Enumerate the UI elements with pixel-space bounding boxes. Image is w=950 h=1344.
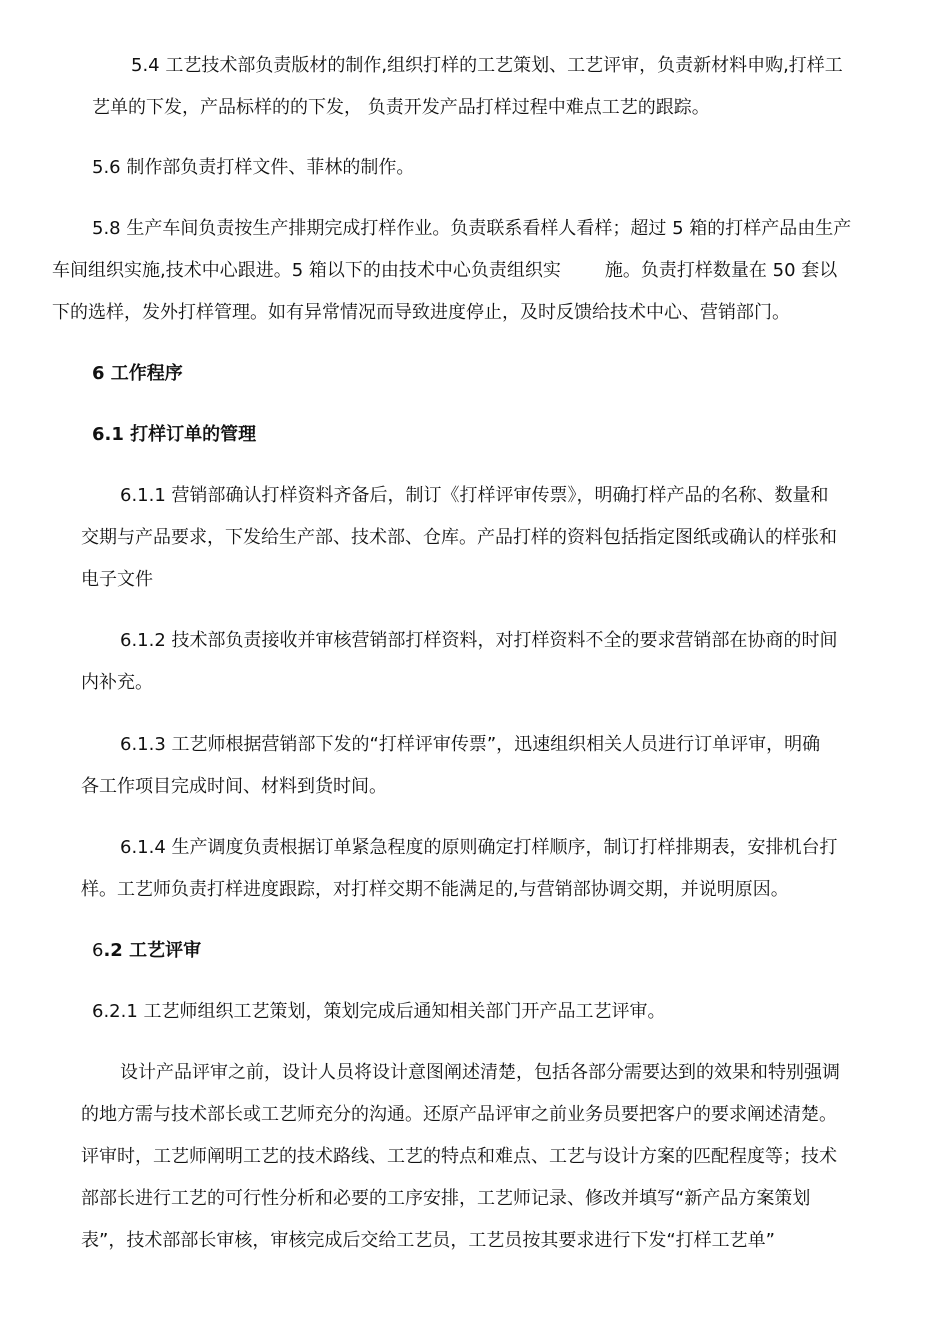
heading-6: 6 工作程序 bbox=[92, 363, 183, 384]
section-5-8-line-1: 5.8 生产车间负责按生产排期完成打样作业。负责联系看样人看样；超过 5 箱的打样产品由生产 bbox=[92, 218, 852, 239]
section-5-8-line-3: 下的选样，发外打样管理。如有异常情况而导致进度停止，及时反馈给技术中心、营销部门。 bbox=[52, 302, 790, 323]
section-6-1-2-line-1: 6.1.2 技术部负责接收并审核营销部打样资料，对打样资料不全的要求营销部在协商的时间 bbox=[120, 630, 838, 651]
section-5-8-line-2-part-a: 车间组织实施,技术中心跟进。5 箱以下的由技术中心负责组织实 bbox=[52, 260, 561, 281]
section-6-1-4-line-2: 样。工艺师负责打样进度跟踪，对打样交期不能满足的,与营销部协调交期，并说明原因。 bbox=[81, 879, 789, 900]
design-paragraph-line-4: 部部长进行工艺的可行性分析和必要的工序安排，工艺师记录、修改并填写“新产品方案策划 bbox=[81, 1188, 811, 1209]
section-6-2-1-line-1: 6.2.1 工艺师组织工艺策划，策划完成后通知相关部门开产品工艺评审。 bbox=[92, 1001, 666, 1022]
design-paragraph-line-1: 设计产品评审之前，设计人员将设计意图阐述清楚，包括各部分需要达到的效果和特别强调 bbox=[120, 1062, 840, 1083]
section-6-1-4-line-1: 6.1.4 生产调度负责根据订单紧急程度的原则确定打样顺序，制订打样排期表，安排机台打 bbox=[120, 837, 838, 858]
section-5-4-line-2: 艺单的下发，产品标样的的下发， 负责开发产品打样过程中难点工艺的跟踪。 bbox=[92, 97, 710, 118]
section-6-1-1-line-2: 交期与产品要求，下发给生产部、技术部、仓库。产品打样的资料包括指定图纸或确认的样张和 bbox=[81, 527, 837, 548]
design-paragraph-line-5: 表”，技术部部长审核，审核完成后交给工艺员，工艺员按其要求进行下发“打样工艺单” bbox=[81, 1230, 775, 1251]
section-5-8-line-2-part-b: 施。负责打样数量在 50 套以 bbox=[604, 260, 838, 281]
section-6-1-3-line-1: 6.1.3 工艺师根据营销部下发的“打样评审传票”，迅速组织相关人员进行订单评审，明确 bbox=[120, 734, 821, 755]
heading-6-2-title: .2 工艺评审 bbox=[103, 940, 202, 961]
section-6-1-2-line-2: 内补充。 bbox=[81, 672, 153, 693]
section-5-8-line-2 bbox=[52, 259, 837, 283]
heading-6-2 bbox=[92, 939, 201, 963]
design-paragraph-line-3: 评审时，工艺师阐明工艺的技术路线、工艺的特点和难点、工艺与设计方案的匹配程度等；技术 bbox=[81, 1146, 837, 1167]
heading-6-2-prefix: 6 bbox=[92, 940, 104, 961]
section-6-1-1-line-1: 6.1.1 营销部确认打样资料齐备后，制订《打样评审传票》，明确打样产品的名称、数量和 bbox=[120, 485, 829, 506]
section-5-4-line-1: 5.4 工艺技术部负责版材的制作,组织打样的工艺策划、工艺评审，负责新材料申购,打样工 bbox=[131, 55, 843, 76]
heading-6-1: 6.1 打样订单的管理 bbox=[92, 424, 257, 445]
section-5-6-line-1: 5.6 制作部负责打样文件、菲林的制作。 bbox=[92, 157, 415, 178]
section-6-1-3-line-2: 各工作项目完成时间、材料到货时间。 bbox=[81, 776, 387, 797]
section-6-1-1-line-3: 电子文件 bbox=[81, 569, 153, 590]
design-paragraph-line-2: 的地方需与技术部长或工艺师充分的沟通。还原产品评审之前业务员要把客户的要求阐述清楚。 bbox=[81, 1104, 837, 1125]
